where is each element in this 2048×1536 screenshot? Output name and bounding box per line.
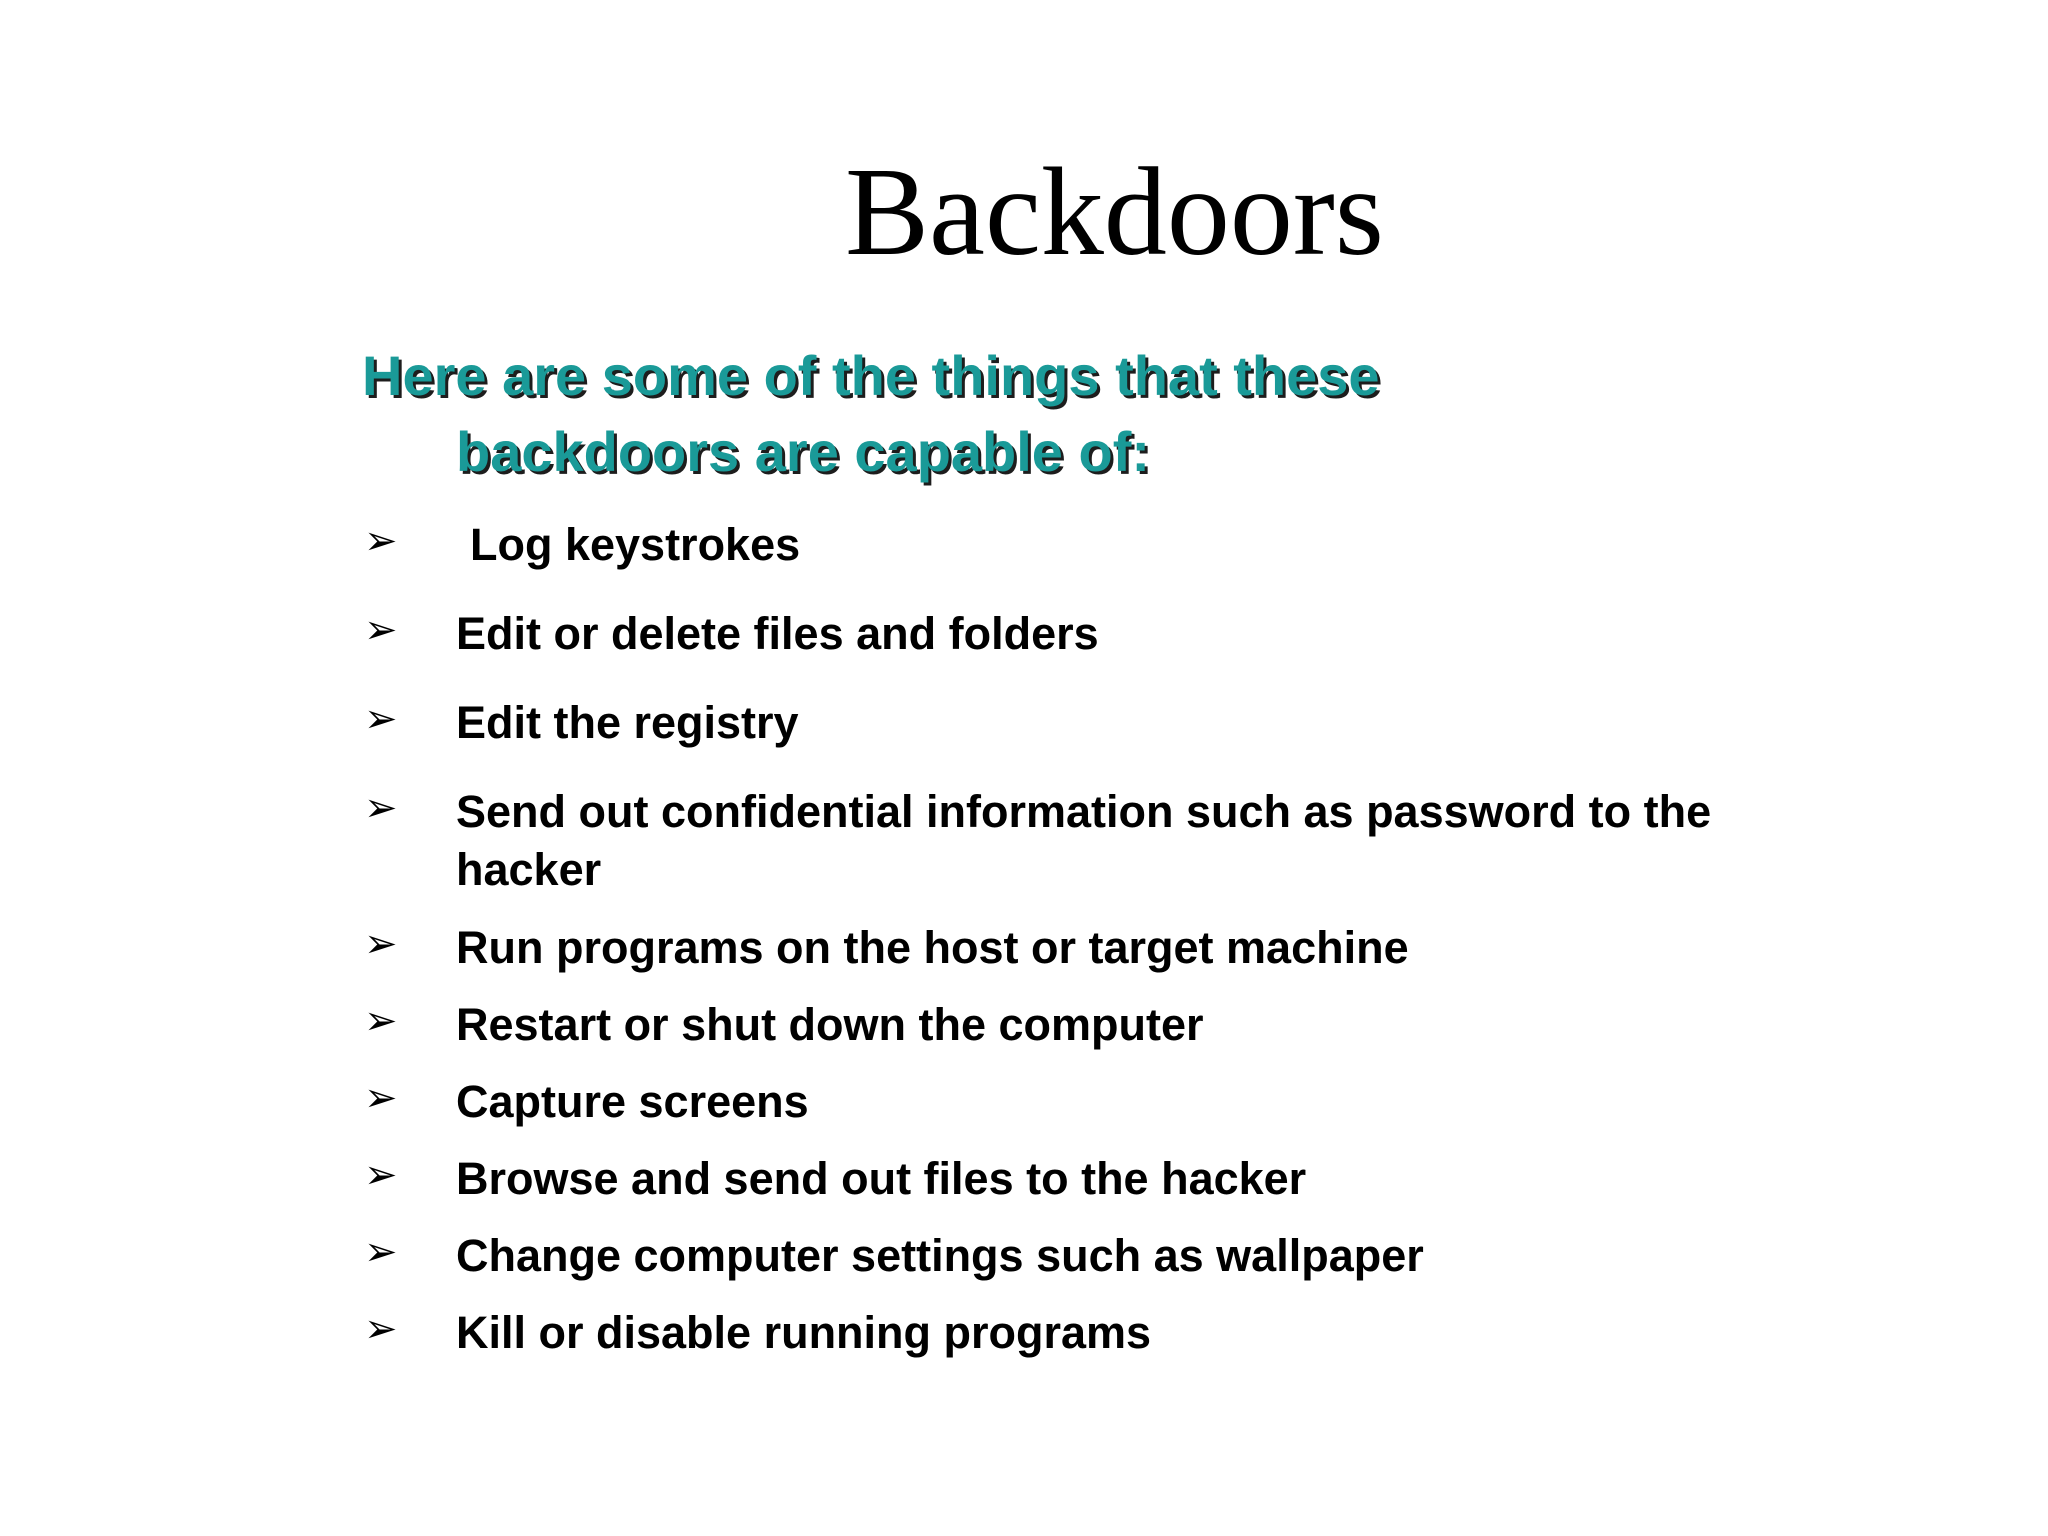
list-item-text: Log keystrokes [470, 519, 801, 570]
arrowhead-bullet-icon: ➢ [364, 1229, 398, 1275]
arrowhead-bullet-icon: ➢ [364, 998, 398, 1044]
list-item [362, 694, 1762, 752]
list-item-text: Restart or shut down the computer [456, 999, 1204, 1050]
list-item [362, 783, 1762, 899]
list-item-text: Edit the registry [456, 697, 799, 748]
list-item-text: Browse and send out files to the hacker [456, 1153, 1307, 1204]
arrowhead-bullet-icon: ➢ [364, 921, 398, 967]
list-item [362, 1227, 1762, 1285]
list-item-text: Run programs on the host or target machine [456, 922, 1409, 973]
intro-heading [362, 338, 1662, 490]
arrowhead-bullet-icon: ➢ [364, 1306, 398, 1352]
arrowhead-bullet-icon: ➢ [364, 518, 398, 564]
slide-title: Backdoors [845, 143, 1384, 282]
arrowhead-bullet-icon: ➢ [364, 1075, 398, 1121]
list-item [362, 1150, 1762, 1208]
list-item-text: Edit or delete files and folders [456, 608, 1099, 659]
arrowhead-bullet-icon: ➢ [364, 785, 398, 831]
list-item [362, 516, 1762, 574]
list-item-text: Change computer settings such as wallpaper [456, 1230, 1424, 1281]
list-item-text: Capture screens [456, 1076, 809, 1127]
arrowhead-bullet-icon: ➢ [364, 696, 398, 742]
list-item [362, 1304, 1762, 1362]
list-item-text: Kill or disable running programs [456, 1307, 1152, 1358]
intro-line-1: Here are some of the things that these [362, 344, 1380, 407]
list-item [362, 1073, 1762, 1131]
arrowhead-bullet-icon: ➢ [364, 607, 398, 653]
list-item-text: Send out confidential information such as password to the hacker [456, 786, 1712, 895]
list-item [362, 996, 1762, 1054]
arrowhead-bullet-icon: ➢ [364, 1152, 398, 1198]
list-item [362, 919, 1762, 977]
list-item [362, 605, 1762, 663]
intro-line-2: backdoors are capable of: [456, 420, 1151, 483]
